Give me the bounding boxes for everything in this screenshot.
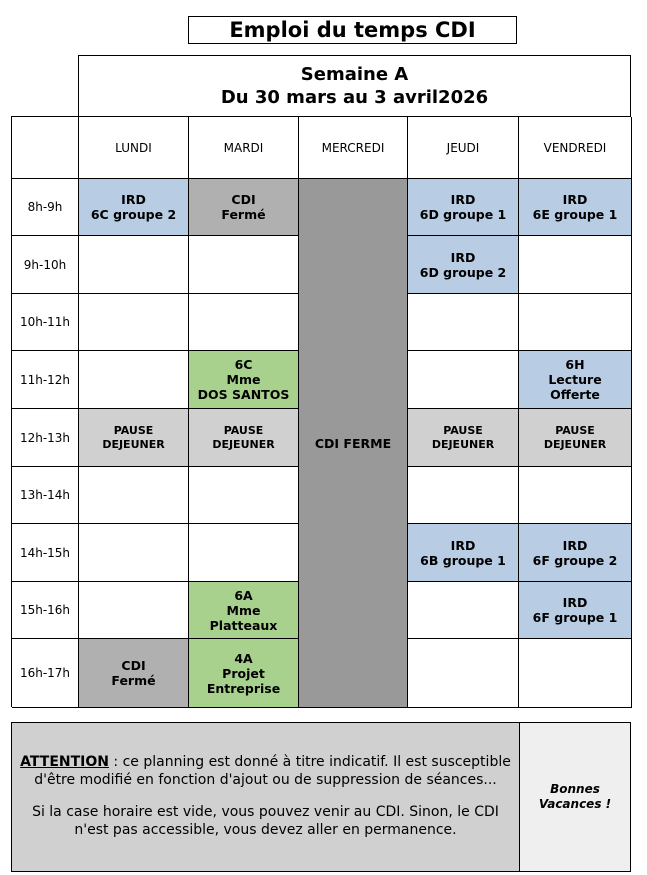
session-cell — [519, 179, 632, 236]
empty-cell — [189, 294, 299, 351]
timetable-grid — [11, 116, 631, 707]
empty-cell — [408, 351, 519, 409]
session-line: Fermé — [111, 673, 156, 688]
day-header-mercredi: MERCREDI — [299, 117, 408, 179]
empty-cell — [79, 351, 189, 409]
lunch-break-cell — [408, 409, 519, 467]
corner-cell — [12, 117, 79, 179]
empty-cell — [79, 582, 189, 639]
closed-cell — [79, 639, 189, 708]
session-line: IRD — [450, 249, 476, 265]
session-line: IRD — [450, 537, 476, 553]
session-line: Fermé — [221, 207, 266, 222]
session-line: 4A — [234, 650, 253, 666]
notice-box — [11, 722, 631, 872]
session-line: DOS SANTOS — [197, 387, 290, 402]
day-header-mardi: MARDI — [189, 117, 299, 179]
session-line: CDI — [121, 658, 146, 673]
session-line: CDI — [231, 192, 256, 207]
session-line: Mme — [226, 602, 261, 618]
week-name: Semaine A — [300, 64, 409, 85]
session-cell — [519, 582, 632, 639]
empty-cell — [189, 524, 299, 582]
empty-cell — [79, 236, 189, 294]
empty-cell — [189, 467, 299, 524]
session-line: 6C groupe 2 — [90, 207, 177, 222]
session-line: 6D groupe 1 — [419, 207, 507, 222]
time-slot: 8h-9h — [12, 179, 79, 236]
time-slot: 15h-16h — [12, 582, 79, 639]
week-dates: Du 30 mars au 3 avril2026 — [220, 87, 489, 108]
session-line: 6D groupe 2 — [419, 264, 507, 280]
time-slot: 11h-12h — [12, 351, 79, 409]
day-header-vendredi: VENDREDI — [519, 117, 632, 179]
day-header-lundi: LUNDI — [79, 117, 189, 179]
session-line: Offerte — [550, 387, 600, 402]
session-line: Platteaux — [209, 617, 278, 633]
time-slot: 12h-13h — [12, 409, 79, 467]
session-line: 6A — [234, 587, 253, 603]
session-line: Projet — [222, 665, 265, 681]
session-line: 6B groupe 1 — [420, 552, 506, 568]
empty-cell — [189, 236, 299, 294]
empty-cell — [408, 467, 519, 524]
time-slot: 9h-10h — [12, 236, 79, 294]
empty-cell — [408, 294, 519, 351]
empty-cell — [519, 294, 632, 351]
time-slot: 13h-14h — [12, 467, 79, 524]
closed-cell — [189, 179, 299, 236]
notice-line: : ce planning est donné à titre indicatif. Il est susceptible d'être modifié en fonction d'ajout ou de suppression de séances... — [34, 754, 511, 788]
session-line: IRD — [562, 595, 588, 610]
session-line: DEJEUNER — [102, 437, 165, 451]
farewell-line: Vacances ! — [538, 797, 612, 811]
session-line: 6H — [565, 357, 585, 372]
empty-cell — [79, 467, 189, 524]
session-line: Mme — [226, 372, 261, 387]
session-line: PAUSE — [223, 423, 264, 437]
time-slot: 14h-15h — [12, 524, 79, 582]
session-line: 6F groupe 1 — [532, 610, 618, 625]
session-line: Entreprise — [206, 680, 281, 696]
lunch-break-cell — [519, 409, 632, 467]
session-line: Lecture — [548, 372, 602, 387]
notice-paragraph — [16, 753, 515, 789]
day-header-jeudi: JEUDI — [408, 117, 519, 179]
empty-cell — [408, 582, 519, 639]
session-line: 6F groupe 2 — [532, 552, 618, 568]
lunch-break-cell — [79, 409, 189, 467]
session-line: IRD — [450, 192, 476, 207]
session-line: CDI FERME — [314, 435, 392, 451]
session-cell — [408, 524, 519, 582]
notice-text — [12, 723, 520, 871]
session-line: DEJEUNER — [431, 437, 495, 451]
session-line: DEJEUNER — [212, 437, 275, 451]
session-cell — [408, 236, 519, 294]
session-line: PAUSE — [113, 423, 154, 437]
session-cell — [408, 179, 519, 236]
time-slot: 10h-11h — [12, 294, 79, 351]
lunch-break-cell — [189, 409, 299, 467]
week-header — [78, 55, 631, 116]
empty-cell — [408, 639, 519, 708]
page-title: Emploi du temps CDI — [188, 16, 517, 44]
session-line: DEJEUNER — [543, 437, 607, 451]
session-line: IRD — [562, 537, 588, 553]
farewell-line: Bonnes — [550, 782, 600, 796]
session-cell — [189, 582, 299, 639]
session-line: PAUSE — [443, 423, 483, 437]
session-line: PAUSE — [555, 423, 595, 437]
session-line: IRD — [562, 192, 588, 207]
empty-cell — [79, 294, 189, 351]
session-cell — [79, 179, 189, 236]
session-line: 6E groupe 1 — [532, 207, 618, 222]
session-line: IRD — [121, 192, 146, 207]
session-line: 6C — [234, 357, 253, 372]
session-cell — [519, 524, 632, 582]
session-cell — [189, 639, 299, 708]
session-cell — [189, 351, 299, 409]
empty-cell — [519, 236, 632, 294]
session-cell — [519, 351, 632, 409]
time-slot: 16h-17h — [12, 639, 79, 708]
wednesday-closed-cell — [299, 179, 408, 708]
empty-cell — [79, 524, 189, 582]
empty-cell — [519, 467, 632, 524]
attention-label: ATTENTION — [20, 754, 109, 770]
empty-cell — [519, 639, 632, 708]
notice-paragraph: Si la case horaire est vide, vous pouvez venir au CDI. Sinon, le CDI n'est pas accessible, vous devez aller en permanence. — [32, 804, 499, 838]
farewell-box — [520, 723, 630, 871]
